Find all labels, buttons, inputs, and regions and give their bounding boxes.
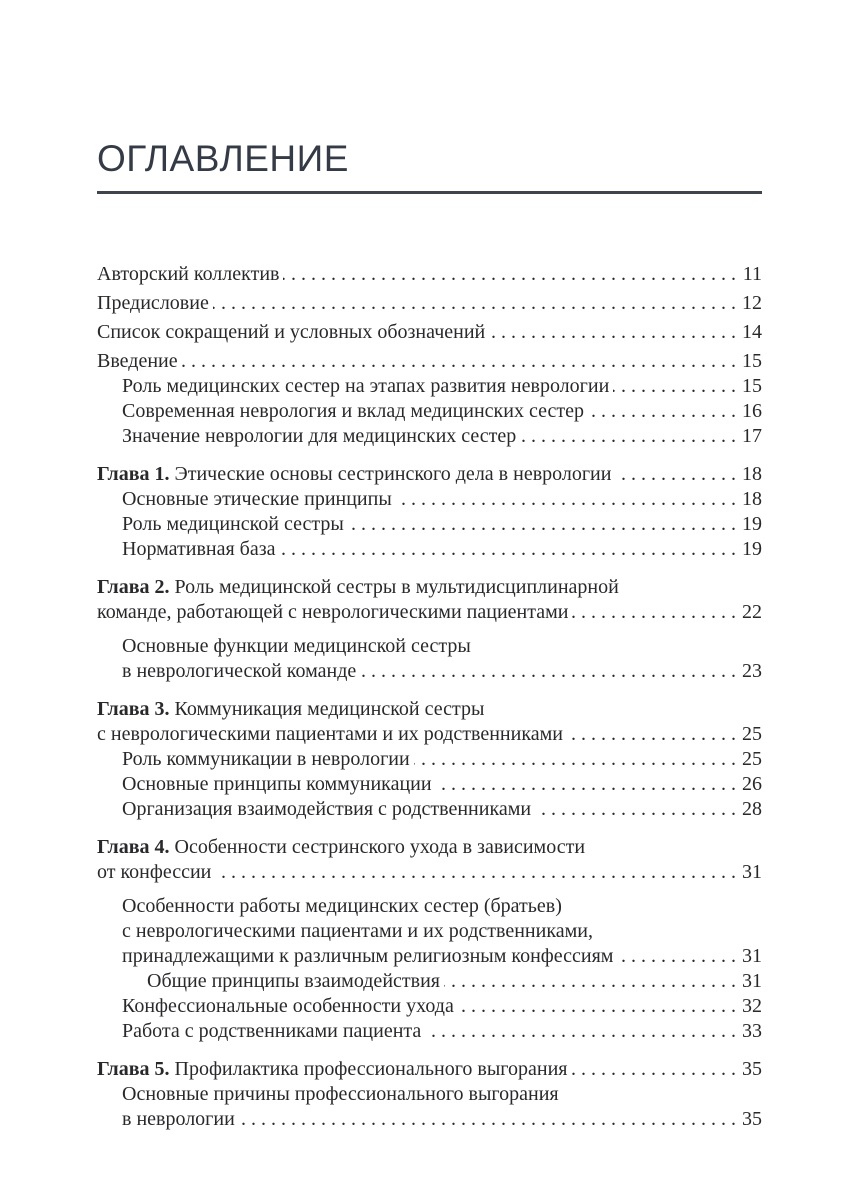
toc-entry-lastline <box>122 1019 762 1044</box>
toc-entry <box>122 374 762 399</box>
toc-entry-lastline <box>122 659 762 684</box>
toc-entry-text: Основные принципы коммуникации <box>122 772 432 795</box>
toc-entry-line <box>122 1082 762 1107</box>
page-number: 15 <box>742 374 762 397</box>
page-number: 19 <box>742 512 762 535</box>
toc-entry-text: Роль коммуникации в неврологии <box>122 747 410 770</box>
page-number: 25 <box>742 747 762 770</box>
toc-entry-text: с неврологическими пациентами и их родственниками <box>97 722 563 745</box>
toc-entry <box>122 772 762 797</box>
toc-entry <box>122 894 762 969</box>
toc-entry <box>97 1057 762 1082</box>
toc-entry-lastline <box>122 944 762 969</box>
title-underline <box>97 191 762 194</box>
toc-entry <box>97 262 762 287</box>
page-number: 18 <box>742 462 762 485</box>
page-number: 15 <box>742 349 762 372</box>
dot-leader <box>360 659 736 684</box>
page-number: 16 <box>742 399 762 422</box>
toc-entry-text: Значение неврологии для медицинских сестер <box>122 424 517 447</box>
toc-entry-text: команде, работающей с неврологическими пациентами <box>97 600 569 623</box>
toc-entry-text: от конфессии <box>97 860 212 883</box>
toc-entry-line <box>97 575 762 600</box>
toc-entry <box>147 969 762 994</box>
toc-entry-text: Основные функции медицинской сестры <box>122 634 471 657</box>
dot-leader <box>571 1057 736 1082</box>
toc-entry-text: принадлежащими к различным религиозным конфессиям <box>122 944 614 967</box>
toc-entry-text: Общие принципы взаимодействия <box>147 969 440 992</box>
page-number: 22 <box>742 600 762 623</box>
dot-leader <box>567 722 736 747</box>
chapter-label: Глава 2. <box>97 575 175 598</box>
page-number: 14 <box>742 320 762 343</box>
toc-entry <box>97 291 762 316</box>
toc-entry-text: в неврологии <box>122 1107 235 1130</box>
dot-leader <box>489 320 736 345</box>
toc-entry-text: Основные причины профессионального выгорания <box>122 1082 559 1105</box>
dot-leader <box>436 772 736 797</box>
dot-leader <box>617 944 736 969</box>
page-number: 18 <box>742 487 762 510</box>
toc-entry-lastline <box>122 537 762 562</box>
dot-leader <box>280 537 736 562</box>
dot-leader <box>535 797 736 822</box>
dot-leader <box>213 291 736 316</box>
page-number: 31 <box>742 944 762 967</box>
page-title: ОГЛАВЛЕНИЕ <box>97 138 349 179</box>
dot-leader <box>239 1107 736 1132</box>
page-number: 33 <box>742 1019 762 1042</box>
toc-entry-text: в неврологической команде <box>122 659 357 682</box>
toc-entry-text: Особенности работы медицинских сестер (братьев) <box>122 894 562 917</box>
page-number: 25 <box>742 722 762 745</box>
toc-entry-lastline <box>122 424 762 449</box>
toc-entry-text: с неврологическими пациентами и их родственниками, <box>122 919 593 942</box>
toc-entry-text: Глава 2. Роль медицинской сестры в мультидисциплинарной <box>97 575 619 598</box>
dot-leader <box>458 994 736 1019</box>
toc-entry-text: Нормативная база <box>122 537 276 560</box>
toc-entry-lastline <box>97 1057 762 1082</box>
toc-entry <box>122 1082 762 1132</box>
toc-entry-lastline <box>122 747 762 772</box>
toc-entry <box>122 399 762 424</box>
toc-entry-lastline <box>122 772 762 797</box>
dot-leader <box>182 349 736 374</box>
toc-entry-line <box>122 894 762 919</box>
toc-entry-text: Предисловие <box>97 291 209 314</box>
toc-entry-text: Глава 1. Этические основы сестринского дела в неврологии <box>97 462 612 485</box>
toc-entry-text: Современная неврология и вклад медицинских сестер <box>122 399 584 422</box>
toc-entry-lastline <box>97 722 762 747</box>
toc-entry-text: Глава 4. Особенности сестринского ухода в зависимости <box>97 835 586 858</box>
toc-entry-text: Роль медицинских сестер на этапах развития неврологии <box>122 374 610 397</box>
dot-leader <box>572 600 736 625</box>
toc-entry <box>97 462 762 487</box>
toc-entry <box>122 634 762 684</box>
toc-entry-lastline <box>122 1107 762 1132</box>
page-number: 28 <box>742 797 762 820</box>
toc-entry-lastline <box>97 349 762 374</box>
toc-entry-lastline <box>122 374 762 399</box>
toc-entry <box>97 835 762 885</box>
toc-entry <box>122 1019 762 1044</box>
toc-entry-text: Глава 5. Профилактика профессионального выгорания <box>97 1057 568 1080</box>
toc-entry-line <box>97 697 762 722</box>
page-number: 35 <box>742 1057 762 1080</box>
toc-entry <box>122 994 762 1019</box>
toc-entry-text: Введение <box>97 349 178 372</box>
toc-entry-lastline <box>97 262 762 287</box>
toc-entry-text: Работа с родственниками пациента <box>122 1019 422 1042</box>
dot-leader <box>414 747 736 772</box>
page-number: 32 <box>742 994 762 1017</box>
toc-entry-line <box>122 634 762 659</box>
page-number: 17 <box>742 424 762 447</box>
toc-entry <box>97 697 762 747</box>
toc-entry-lastline <box>122 797 762 822</box>
toc-entry-text: Основные этические принципы <box>122 487 392 510</box>
page-number: 35 <box>742 1107 762 1130</box>
toc-entry-text: Авторский коллектив <box>97 262 280 285</box>
page-number: 31 <box>742 860 762 883</box>
dot-leader <box>283 262 736 287</box>
toc-entry <box>122 487 762 512</box>
dot-leader <box>425 1019 736 1044</box>
toc-entry-text: Список сокращений и условных обозначений <box>97 320 486 343</box>
toc-entry-lastline <box>97 860 762 885</box>
chapter-label: Глава 5. <box>97 1057 175 1080</box>
page-number: 23 <box>742 659 762 682</box>
toc-entry-line <box>97 835 762 860</box>
toc-entry-text: Роль медицинской сестры <box>122 512 344 535</box>
toc-entry <box>122 424 762 449</box>
dot-leader <box>444 969 736 994</box>
chapter-label: Глава 4. <box>97 835 175 858</box>
toc-entry-line <box>122 919 762 944</box>
toc-entry <box>97 575 762 625</box>
toc-entry-lastline <box>97 600 762 625</box>
toc-entry-lastline <box>122 994 762 1019</box>
page-number: 26 <box>742 772 762 795</box>
toc-entry-lastline <box>97 462 762 487</box>
toc-entry-lastline <box>122 487 762 512</box>
toc-entry-lastline <box>122 512 762 537</box>
toc-entry-text: Конфессиональные особенности ухода <box>122 994 454 1017</box>
dot-leader <box>613 374 736 399</box>
dot-leader <box>396 487 736 512</box>
chapter-label: Глава 3. <box>97 697 175 720</box>
dot-leader <box>615 462 736 487</box>
dot-leader <box>348 512 736 537</box>
dot-leader <box>588 399 736 424</box>
toc-entry-lastline <box>122 399 762 424</box>
toc-entry-text: Глава 3. Коммуникация медицинской сестры <box>97 697 485 720</box>
toc-entry <box>122 512 762 537</box>
toc-entry-text: Организация взаимодействия с родственниками <box>122 797 532 820</box>
toc-list <box>97 262 762 1132</box>
dot-leader <box>215 860 736 885</box>
chapter-label: Глава 1. <box>97 462 175 485</box>
toc-entry <box>122 797 762 822</box>
toc-entry-lastline <box>97 320 762 345</box>
toc-entry <box>122 747 762 772</box>
toc-entry-lastline <box>97 291 762 316</box>
toc-entry-lastline <box>147 969 762 994</box>
toc-entry <box>97 320 762 345</box>
page-number: 12 <box>742 291 762 314</box>
page-number: 19 <box>742 537 762 560</box>
toc-entry <box>97 349 762 374</box>
toc-entry <box>122 537 762 562</box>
page-number: 11 <box>742 262 762 285</box>
dot-leader <box>520 424 736 449</box>
page-number: 31 <box>742 969 762 992</box>
